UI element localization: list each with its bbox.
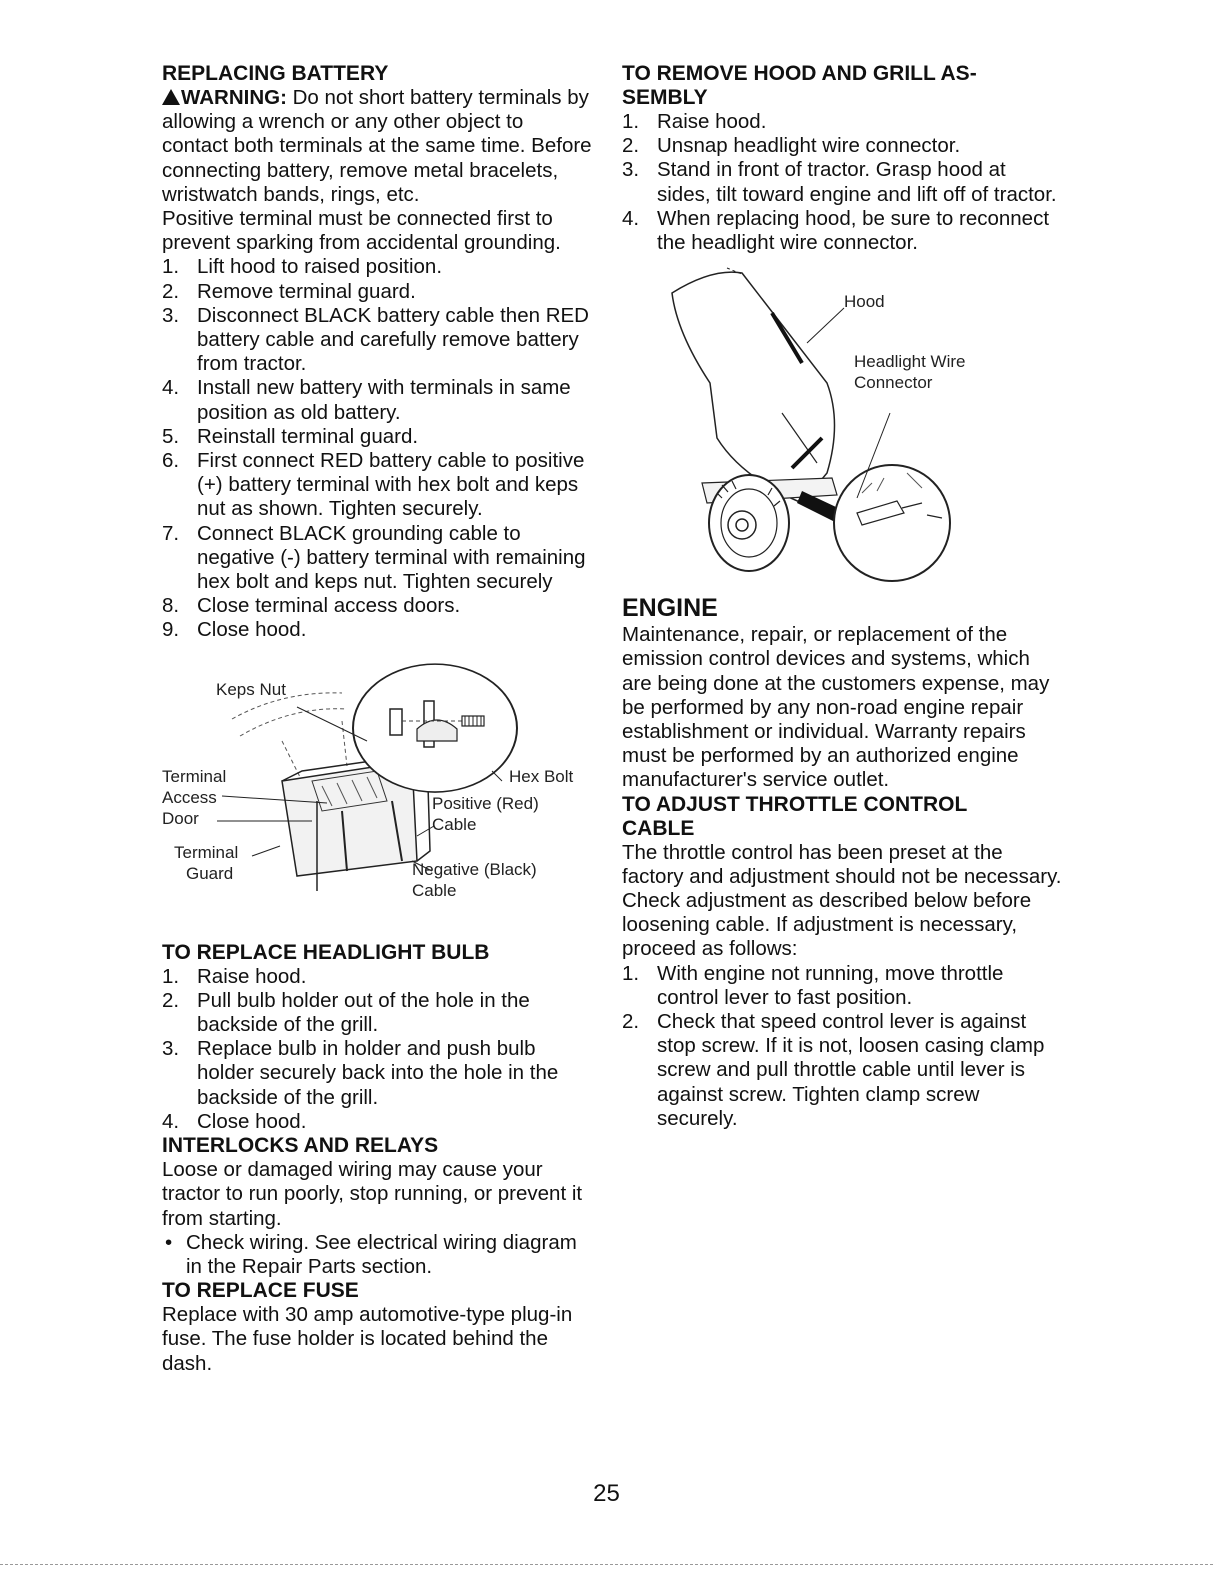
- headlight-bulb-heading: TO REPLACE HEADLIGHT BULB: [162, 940, 490, 964]
- list-item: 4. When replacing hood, be sure to reconnect the headlight wire connector.: [622, 206, 1050, 255]
- interlocks-heading: INTERLOCKS AND RELAYS: [162, 1134, 439, 1158]
- terminal-guard-label: Terminal Guard: [174, 842, 239, 883]
- headlight-steps: [162, 965, 592, 1134]
- battery-figure: [162, 661, 592, 929]
- list-item: 1. Raise hood.: [622, 110, 767, 133]
- interlocks-text: Loose or damaged wiring may cause your tractor to run poorly, stop running, or prevent it from starting.: [162, 1158, 583, 1230]
- warning-label: WARNING:: [181, 86, 287, 109]
- list-item: 2. Unsnap headlight wire connector.: [622, 134, 961, 158]
- throttle-steps: [622, 962, 1062, 1131]
- fuse-text: Replace with 30 amp automotive-type plug-in fuse. The fuse holder is located behind the dash.: [162, 1303, 573, 1375]
- warning-text: Do not short battery terminals by allowing a wrench or any other object to contact both terminals at the same time. Before connecting battery, remove metal bracelets, wristwatch bands, rings, etc.: [162, 86, 592, 206]
- page-bottom-rule: [0, 1564, 1213, 1565]
- fuse-heading: TO REPLACE FUSE: [162, 1279, 359, 1303]
- list-item: • Check wiring. See electrical wiring diagram in the Repair Parts section.: [165, 1230, 577, 1278]
- list-item: 7. Connect BLACK grounding cable to negative (-) battery terminal with remaining hex bolt and keps nut. Tighten securely: [162, 521, 586, 594]
- positive-terminal-note: Positive terminal must be connected first to prevent sparking from accidental grounding.: [162, 207, 561, 255]
- list-item: 3. Stand in front of tractor. Grasp hood at sides, tilt toward engine and lift off of tractor.: [622, 158, 1057, 206]
- replacing-battery-heading: REPLACING BATTERY: [162, 62, 389, 85]
- hex-bolt-label: Hex Bolt: [509, 766, 574, 786]
- hood-grill-heading: TO REMOVE HOOD AND GRILL AS- SEMBLY: [622, 62, 977, 109]
- hood-figure: [622, 263, 1062, 591]
- list-item: 6. First connect RED battery cable to positive (+) battery terminal with hex bolt and keps nut as shown. Tighten securely.: [162, 449, 585, 521]
- throttle-heading: TO ADJUST THROTTLE CONTROL CABLE: [622, 792, 968, 840]
- terminal-access-door-label: Terminal Access Door: [162, 766, 227, 828]
- list-item: 2. Remove terminal guard.: [162, 279, 416, 303]
- page-number: 25: [593, 1480, 620, 1507]
- battery-warning: [162, 86, 592, 207]
- right-column: [622, 62, 1062, 1131]
- hood-illustration: [622, 263, 1062, 591]
- list-item: 1. With engine not running, move throttle control lever to fast position.: [622, 961, 1004, 1009]
- hood-grill-steps: [622, 110, 1062, 255]
- list-item: 2. Check that speed control lever is against stop screw. If it is not, loosen casing clamp screw and pull throttle cable until lever is against screw. Tighten clamp screw securely.: [622, 1010, 1045, 1130]
- list-item: 1. Lift hood to raised position.: [162, 255, 443, 279]
- headlight-wire-connector-label: Headlight Wire Connector: [854, 352, 966, 393]
- left-column: [162, 62, 592, 1376]
- hood-label: Hood: [844, 292, 885, 312]
- negative-cable-label: Negative (Black) Cable: [412, 859, 537, 900]
- list-item: 9. Close hood.: [162, 618, 307, 642]
- list-item: 4. Close hood.: [162, 1109, 307, 1133]
- list-item: 4. Install new battery with terminals in same position as old battery.: [162, 376, 571, 424]
- warning-triangle-icon: [162, 89, 180, 105]
- keps-nut-label: Keps Nut: [216, 679, 286, 699]
- throttle-text: The throttle control has been preset at the factory and adjustment should not be necessary. Check adjustment as described below before loosening cable. If adjustment is necessary, proceed as follows:: [622, 840, 1062, 961]
- list-item: 3. Replace bulb in holder and push bulb holder securely back into the hole in the backside of the grill.: [162, 1037, 559, 1109]
- positive-cable-label: Positive (Red) Cable: [432, 793, 539, 834]
- engine-text: Maintenance, repair, or replacement of the emission control devices and systems, which are being done at the customers expense, may be performed by any non-road engine repair establishment or individual. Warranty repairs must be performed by an authorized engine manufacturer's service outlet.: [622, 623, 1050, 792]
- list-item: 2. Pull bulb holder out of the hole in the backside of the grill.: [162, 988, 530, 1037]
- list-item: 8. Close terminal access doors.: [162, 594, 461, 618]
- list-item: 1. Raise hood.: [162, 964, 307, 988]
- list-item: 3. Disconnect BLACK battery cable then RED battery cable and carefully remove battery from tractor.: [162, 303, 589, 376]
- battery-steps: [162, 255, 592, 642]
- interlocks-bullets: [162, 1231, 592, 1279]
- list-item: 5. Reinstall terminal guard.: [162, 424, 419, 448]
- engine-heading: ENGINE: [622, 594, 718, 623]
